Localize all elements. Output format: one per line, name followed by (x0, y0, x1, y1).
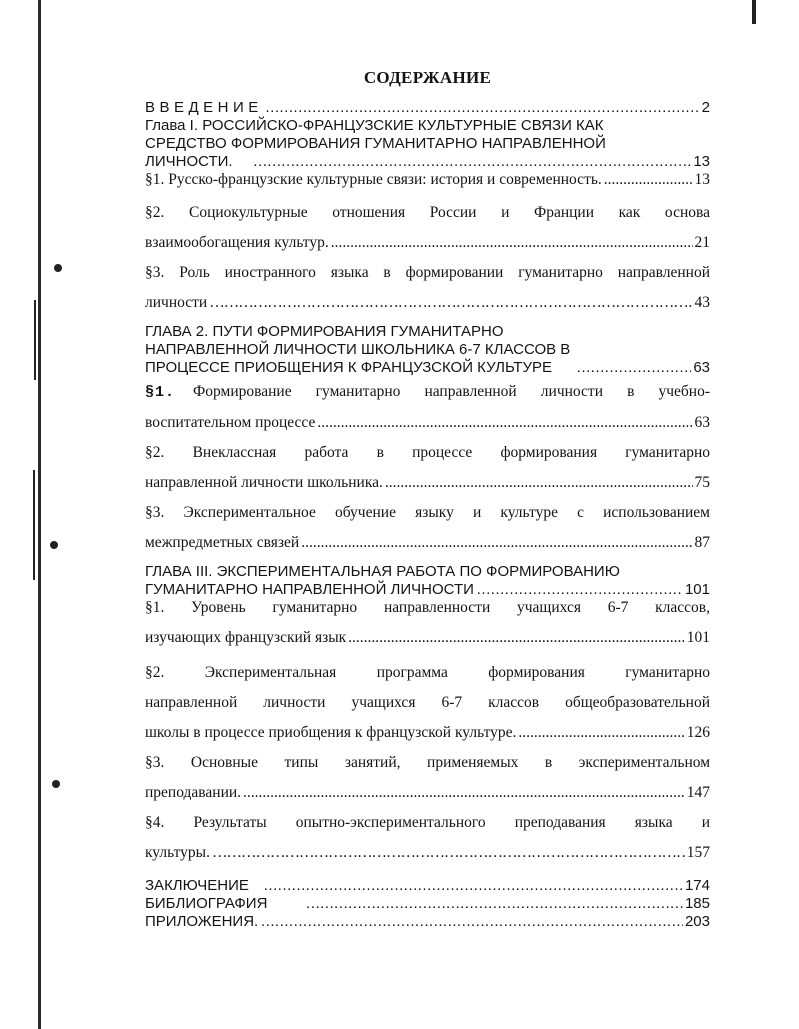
toc-entry-introduction[interactable] (145, 99, 710, 117)
toc-section-2-3[interactable] (145, 498, 710, 558)
leader-dots (209, 288, 692, 318)
toc-entry-appendices[interactable] (145, 913, 710, 931)
binder-hole-dot (50, 541, 58, 549)
toc-page-number: 75 (694, 474, 710, 491)
toc-label: БИБЛИОГРАФИЯ (145, 895, 268, 912)
section-title-line: межпредметных связей (145, 534, 300, 551)
leader-dots (604, 171, 693, 189)
section-title-line: воспитательном процессе (145, 414, 316, 431)
toc-page-number: 63 (693, 359, 710, 376)
leader-dots (317, 408, 692, 438)
section-title-line: направленной личности школьника. (145, 474, 383, 491)
toc-page-number: 2 (701, 99, 710, 116)
toc-page-number: 101 (686, 629, 710, 646)
section-title: §1. Русско-французские культурные связи: история и современность. (145, 171, 602, 188)
scan-corner-mark (752, 0, 756, 24)
toc-section-3-3[interactable] (145, 748, 710, 808)
table-of-contents (145, 99, 710, 931)
chapter-title-line: ГУМАНИТАРНО НАПРАВЛЕННОЙ ЛИЧНОСТИ (145, 581, 474, 598)
chapter-title-line: СРЕДСТВО ФОРМИРОВАНИЯ ГУМАНИТАРНО НАПРАВЛЕННОЙ (145, 135, 606, 152)
leader-dots (518, 718, 684, 748)
toc-chapter-2[interactable] (145, 323, 710, 377)
document-page (145, 68, 710, 931)
toc-page-number: 13 (694, 171, 710, 188)
toc-section-1-2[interactable] (145, 198, 710, 258)
toc-page-number: 185 (684, 895, 710, 912)
toc-section-1-3[interactable] (145, 258, 710, 318)
toc-section-3-2[interactable] (145, 658, 710, 748)
section-title-line: §2. Экспериментальная программа формирования гуманитарно (145, 664, 710, 681)
chapter-title-line: Глава I. РОССИЙСКО-ФРАНЦУЗСКИЕ КУЛЬТУРНЫЕ СВЯЗИ КАК (145, 117, 604, 134)
chapter-title-line: ГЛАВА III. ЭКСПЕРИМЕНТАЛЬНАЯ РАБОТА ПО ФОРМИРОВАНИЮ (145, 563, 620, 580)
leader-dots (265, 99, 700, 117)
section-title-line: личности (145, 294, 208, 311)
section-title-line: §2. Социокультурные отношения России и Франции как основа (145, 204, 710, 221)
page-title: СОДЕРЖАНИЕ (363, 68, 492, 87)
section-title-line: Формирование гуманитарно направленной личности в учебно- (193, 383, 710, 400)
toc-page-number: 87 (694, 534, 710, 551)
leader-dots (385, 468, 693, 498)
toc-page-number: 203 (684, 913, 710, 930)
scan-streak (33, 470, 35, 580)
toc-page-number: 157 (686, 844, 710, 861)
leader-dots (576, 359, 691, 377)
toc-section-2-2[interactable] (145, 438, 710, 498)
section-title-line: изучающих французский язык (145, 629, 347, 646)
toc-page-number: 126 (686, 724, 710, 741)
toc-page-number: 174 (684, 877, 710, 894)
chapter-title-line: НАПРАВЛЕННОЙ ЛИЧНОСТИ ШКОЛЬНИКА 6-7 КЛАССОВ В (145, 341, 571, 358)
toc-section-1-1[interactable] (145, 171, 710, 189)
toc-entry-conclusion[interactable] (145, 877, 710, 895)
toc-chapter-1[interactable] (145, 117, 710, 171)
toc-page-number: 13 (693, 153, 710, 170)
section-title-line: §1. Уровень гуманитарно направленности учащихся 6-7 классов, (145, 599, 710, 616)
toc-page-number: 21 (694, 234, 710, 251)
section-title-line: §3. Экспериментальное обучение языку и культуре с использованием (145, 504, 710, 521)
leader-dots (253, 153, 692, 171)
toc-section-3-1[interactable] (145, 593, 710, 653)
toc-page-number: 101 (684, 581, 710, 598)
section-title-line: взаимообогащения культур. (145, 234, 329, 251)
leader-dots (301, 528, 692, 558)
section-title-line: §4. Результаты опытно-экспериментального преподавания языка и (145, 814, 710, 831)
leader-dots (305, 895, 683, 913)
section-title-line: преподавании. (145, 784, 242, 801)
section-title-line: школы в процессе приобщения к французской культуре. (145, 724, 517, 741)
binder-hole-dot (52, 780, 60, 788)
section-title-line: направленной личности учащихся 6-7 классов общеобразовательной (145, 694, 710, 711)
section-title-line: §3. Роль иностранного языка в формировании гуманитарно направленной (145, 264, 710, 281)
toc-section-2-1[interactable] (145, 377, 710, 438)
section-mark: §1. (145, 384, 176, 401)
toc-entry-bibliography[interactable] (145, 895, 710, 913)
toc-label: ПРИЛОЖЕНИЯ. (145, 913, 259, 930)
section-title-line: культуры. (145, 844, 210, 861)
toc-page-number: 43 (694, 294, 710, 311)
leader-dots (212, 838, 685, 868)
toc-page-number: 147 (686, 784, 710, 801)
section-title-line: §3. Основные типы занятий, применяемых в экспериментальном (145, 754, 710, 771)
chapter-title-line: ЛИЧНОСТИ. (145, 153, 233, 170)
section-title-line: §2. Внеклассная работа в процессе формирования гуманитарно (145, 444, 710, 461)
toc-section-3-4[interactable] (145, 808, 710, 868)
scan-edge-line (38, 0, 41, 1029)
leader-dots (331, 228, 693, 258)
toc-label: ВВЕДЕНИЕ (145, 99, 263, 116)
leader-dots (263, 877, 683, 895)
chapter-title-line: ПРОЦЕССЕ ПРИОБЩЕНИЯ К ФРАНЦУЗСКОЙ КУЛЬТУРЕ (145, 359, 552, 376)
scan-streak (34, 300, 36, 380)
toc-label: ЗАКЛЮЧЕНИЕ (145, 877, 249, 894)
leader-dots (260, 913, 683, 931)
leader-dots (243, 778, 685, 808)
chapter-title-line: ГЛАВА 2. ПУТИ ФОРМИРОВАНИЯ ГУМАНИТАРНО (145, 323, 504, 340)
toc-page-number: 63 (694, 414, 710, 431)
leader-dots (348, 623, 685, 653)
binder-hole-dot (54, 264, 62, 272)
